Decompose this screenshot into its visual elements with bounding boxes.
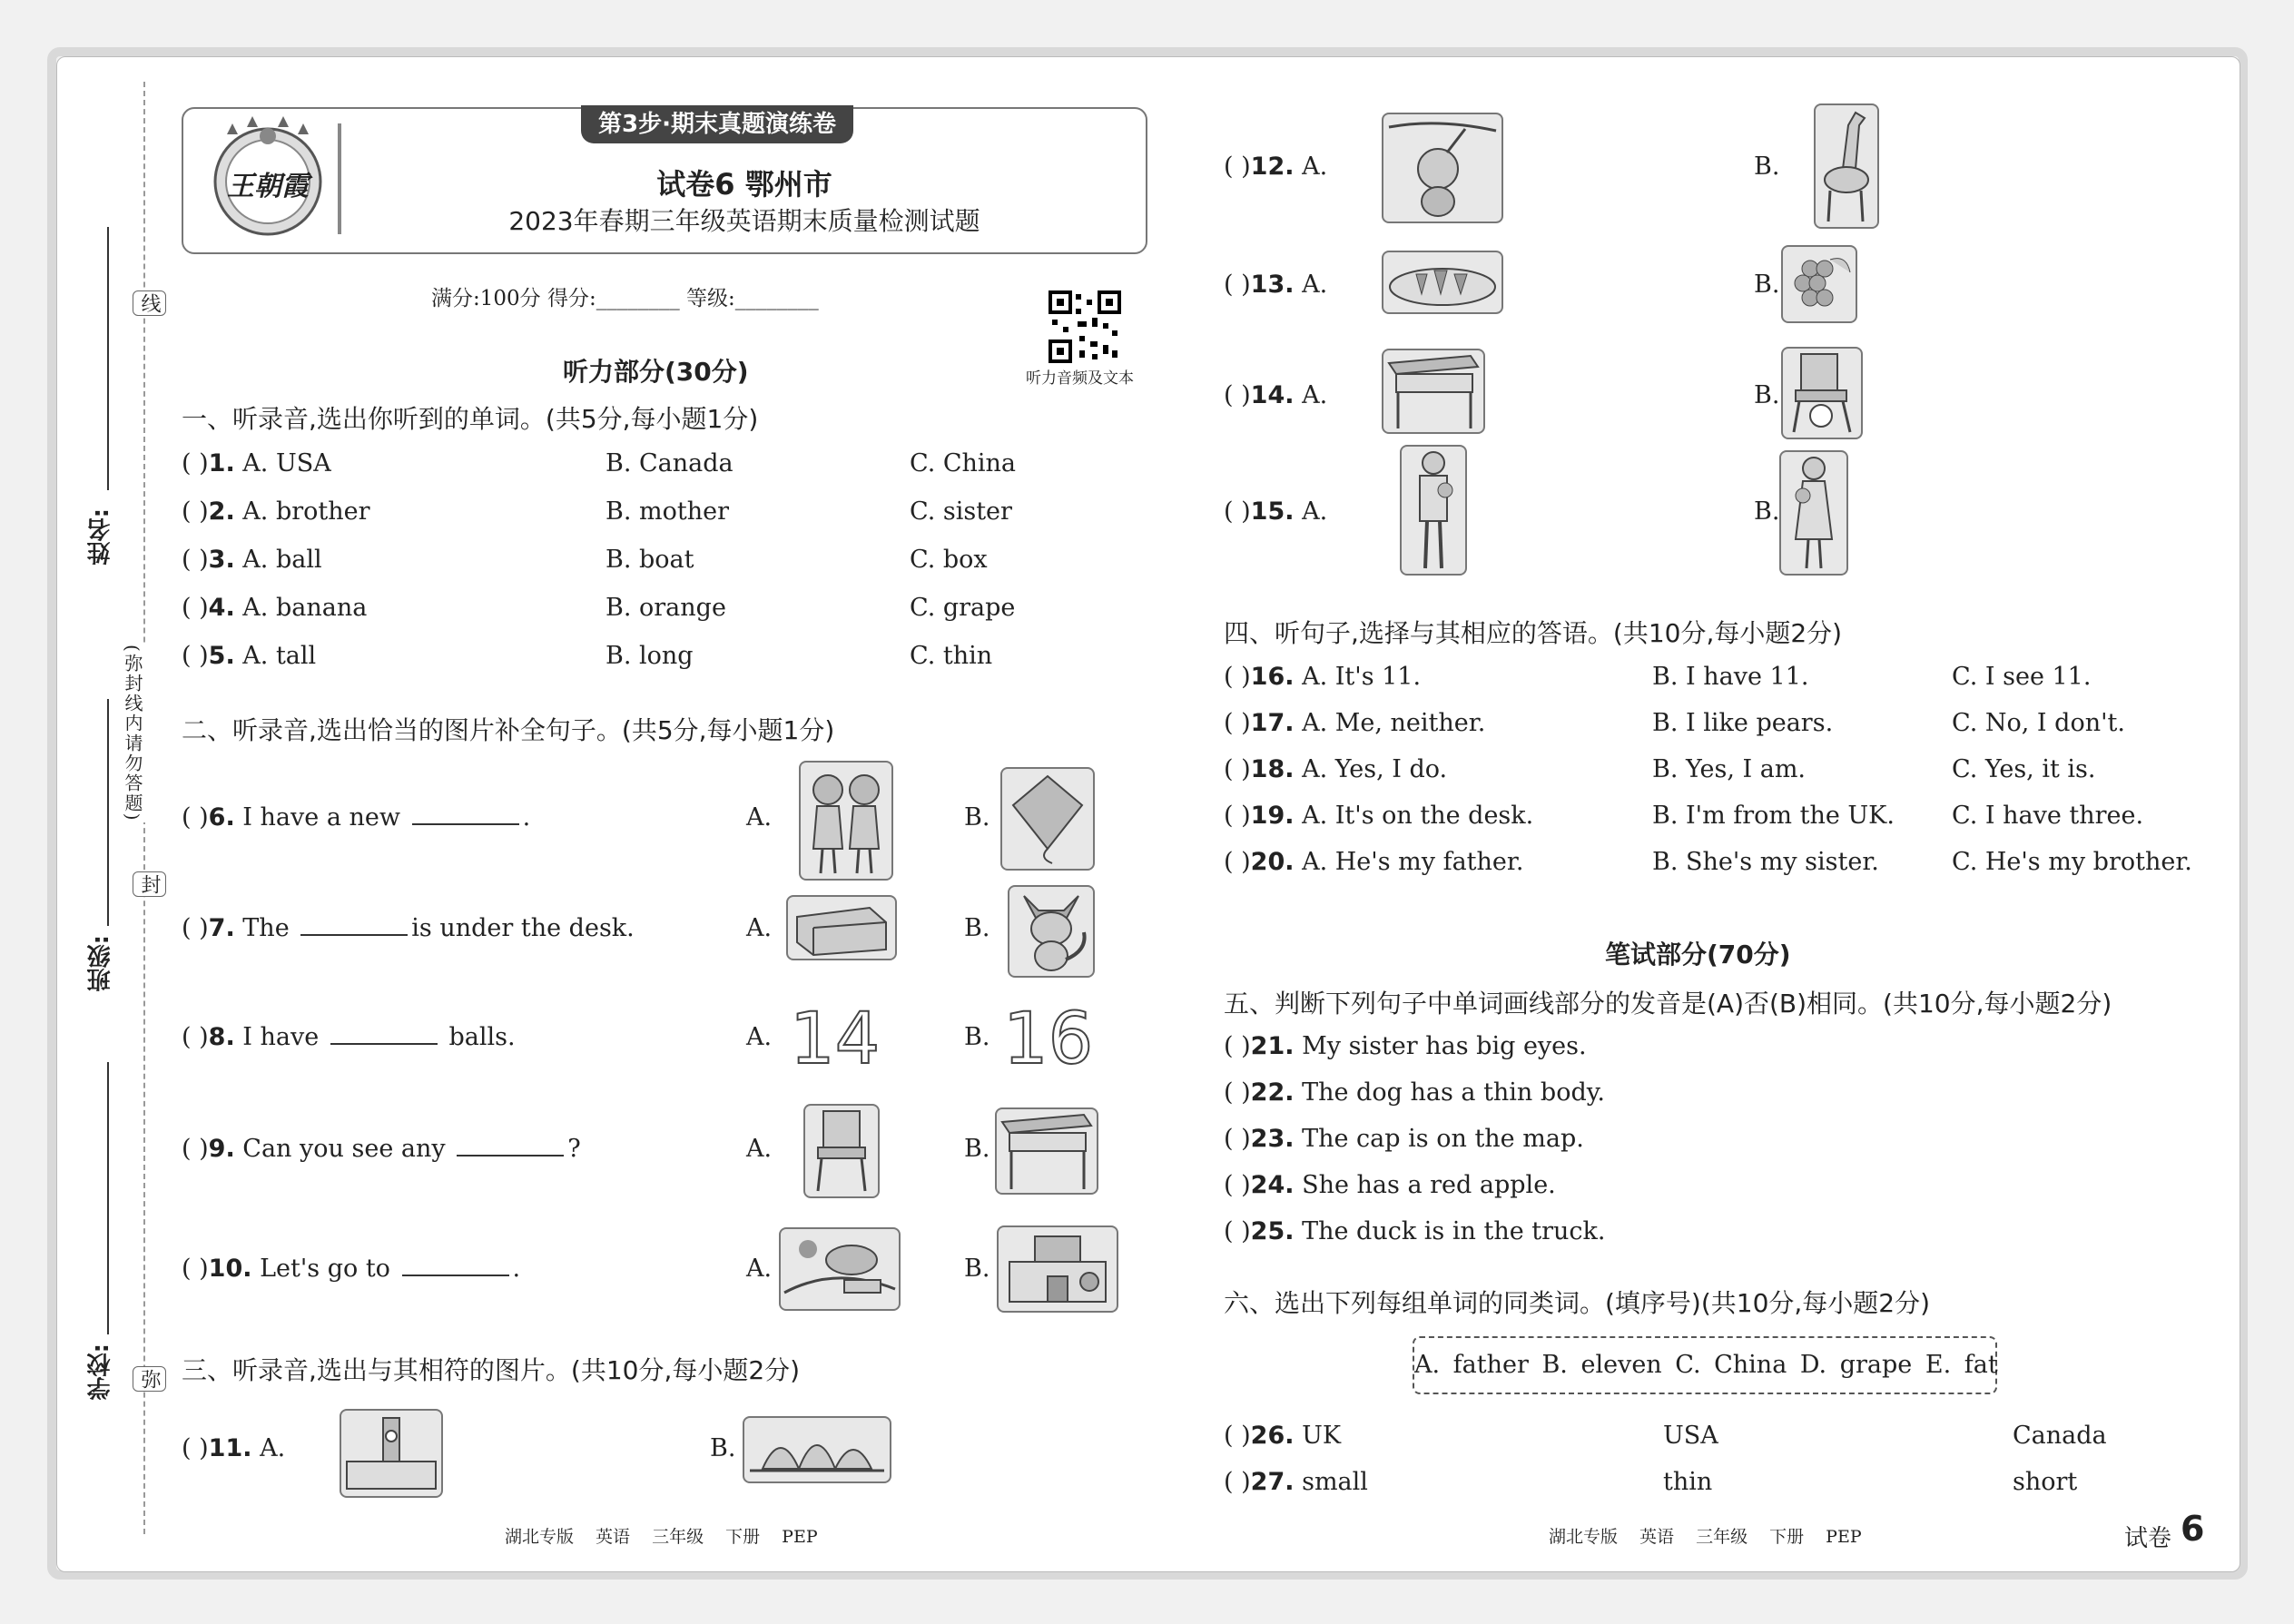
qr-code-icon [1049, 290, 1121, 363]
writing-title: 笔试部分(70分) [1605, 940, 1791, 969]
answer-paren[interactable]: ( ) [1224, 802, 1251, 830]
section2-title: 二、听录音,选出恰当的图片补全句子。(共5分,每小题1分) [182, 715, 835, 745]
word-bank [1413, 1336, 1997, 1394]
question-row: ( )15. A. [1224, 497, 1328, 526]
seal-mark: 封 [133, 871, 166, 897]
picture-number-16: 16 [1003, 999, 1094, 1080]
answer-paren[interactable]: ( ) [182, 1255, 209, 1283]
picture-desk [995, 1107, 1098, 1195]
question-row: ( )25. The duck is in the truck. [1224, 1217, 1606, 1245]
school-line [107, 1062, 109, 1334]
picture-chair-2 [1781, 347, 1863, 439]
question-row: ( )2. A. brother [182, 497, 370, 526]
section3-title: 三、听录音,选出与其相符的图片。(共10分,每小题2分) [182, 1355, 801, 1385]
footer-left: 湖北专版 英语 三年级 下册 PEP [505, 1527, 818, 1547]
option-b: B. [710, 1434, 736, 1462]
answer-paren[interactable]: ( ) [1224, 848, 1251, 876]
question-row: ( )17. A. Me, neither. [1224, 709, 1486, 737]
option-c: C. Yes, it is. [1952, 755, 2096, 783]
page-label: 试卷 [2124, 1525, 2172, 1552]
option-b: B. [1754, 381, 1780, 409]
seal-mark-2: 弥 [133, 1366, 166, 1392]
option-c: C. I see 11. [1952, 663, 2092, 691]
question-row: ( )27. small [1224, 1468, 1368, 1496]
answer-paren[interactable]: ( ) [1224, 497, 1251, 526]
picture-chair [803, 1104, 880, 1198]
answer-paren[interactable]: ( ) [182, 546, 209, 574]
option-b: B. boat [605, 546, 694, 574]
option-b: B. [1754, 271, 1780, 299]
fill-blank[interactable] [300, 934, 408, 936]
picture-fox [1008, 885, 1095, 978]
school-label: 学校: [87, 1343, 114, 1401]
picture-opera-house [743, 1416, 891, 1483]
opera-house-icon [744, 1418, 890, 1481]
question-row: ( )5. A. tall [182, 642, 317, 670]
girls-icon [801, 763, 891, 879]
fill-blank[interactable] [330, 1043, 438, 1045]
option-b: B. long [605, 642, 694, 670]
picture-school [997, 1225, 1118, 1313]
picture-grapes [1781, 245, 1857, 323]
answer-paren[interactable]: ( ) [1224, 709, 1251, 737]
chair-icon [805, 1106, 878, 1196]
fill-blank[interactable] [412, 823, 519, 825]
option-c: C. sister [910, 497, 1012, 526]
section1-title: 一、听录音,选出你听到的单词。(共5分,每小题1分) [182, 404, 759, 434]
qr-caption: 听力音频及文本 [1026, 369, 1134, 388]
question-row: ( )26. UK [1224, 1422, 1342, 1450]
question-row: ( )24. She has a red apple. [1224, 1171, 1556, 1199]
option-b: B. I'm from the UK. [1652, 802, 1895, 830]
question-row: ( )20. A. He's my father. [1224, 848, 1524, 876]
picture-kite [1000, 767, 1095, 871]
option-b: B. [1754, 497, 1780, 526]
option-b: B. [964, 1023, 990, 1051]
option-c: C. I have three. [1952, 802, 2144, 830]
option-a: A. [746, 1135, 773, 1163]
answer-paren[interactable]: ( ) [182, 1135, 209, 1163]
picture-man-holding-baby [1400, 445, 1467, 576]
name-line [107, 227, 109, 490]
name-label: 姓名: [87, 508, 114, 566]
question-row: ( )3. A. ball [182, 546, 322, 574]
picture-box [786, 895, 897, 960]
picture-park [779, 1227, 901, 1311]
answer-paren[interactable]: ( ) [182, 642, 209, 670]
fox-icon [1009, 887, 1093, 976]
binding-margin [109, 82, 163, 1534]
paper-subtitle: 2023年春期三年级英语期末质量检测试题 [508, 206, 980, 236]
word-2: thin [1663, 1468, 1713, 1496]
answer-paren[interactable]: ( ) [182, 594, 209, 622]
option-b: B. [964, 803, 990, 832]
question-row: ( )4. A. banana [182, 594, 368, 622]
question-row: ( )6. I have a new . [182, 803, 531, 832]
question-row: ( )11. A. [182, 1434, 286, 1462]
fill-blank[interactable] [457, 1155, 564, 1156]
option-b: B. mother [605, 497, 729, 526]
footer-right: 湖北专版 英语 三年级 下册 PEP [1549, 1527, 1862, 1547]
logo-text: 王朝霞 [227, 171, 309, 202]
answer-paren[interactable]: ( ) [182, 914, 209, 942]
option-c: C. China [910, 449, 1017, 477]
section5-title: 五、判断下列句子中单词画线部分的发音是(A)否(B)相同。(共10分,每小题2分) [1224, 989, 2112, 1019]
question-row: ( )8. I have balls. [182, 1023, 516, 1051]
header-stripe [338, 123, 341, 234]
option-b: B. She's my sister. [1652, 848, 1879, 876]
picture-number-14: 14 [790, 999, 881, 1080]
option-b: B. [1754, 153, 1780, 181]
question-row: ( )16. A. It's 11. [1224, 663, 1422, 691]
picture-strawberries [1382, 251, 1503, 314]
woman-icon [1781, 452, 1846, 574]
option-c: C. thin [910, 642, 993, 670]
answer-paren[interactable]: ( ) [182, 1023, 209, 1051]
option-b: B. [964, 1135, 990, 1163]
no-answer-note: (弥封线内请勿答题) [120, 645, 146, 822]
answer-paren[interactable]: ( ) [1224, 1078, 1251, 1107]
question-row: ( )18. A. Yes, I do. [1224, 755, 1448, 783]
paper-title: 试卷6 鄂州市 [656, 167, 832, 202]
picture-monkey [1382, 113, 1503, 223]
answer-paren[interactable]: ( ) [182, 449, 209, 477]
class-label: 班级: [87, 935, 114, 992]
option-b: B. Yes, I am. [1652, 755, 1807, 783]
option-b: B. orange [605, 594, 726, 622]
word-bank-text: A. father B. eleven C. China D. grape E. fat [1414, 1351, 1998, 1379]
desk-icon [1383, 350, 1483, 432]
option-a: A. [746, 1255, 773, 1283]
line-mark: 线 [133, 290, 166, 316]
option-b: B. I have 11. [1652, 663, 1809, 691]
answer-paren[interactable]: ( ) [1224, 663, 1251, 691]
answer-paren[interactable]: ( ) [1224, 153, 1251, 181]
fill-blank[interactable] [402, 1275, 509, 1276]
option-c: C. box [910, 546, 988, 574]
option-b: B. I like pears. [1652, 709, 1834, 737]
big-ben-icon [341, 1411, 441, 1496]
option-b: B. [964, 1255, 990, 1283]
giraffe-icon [1816, 105, 1877, 227]
question-row: ( )7. The is under the desk. [182, 914, 635, 942]
picture-giraffe [1814, 103, 1879, 229]
page-number: 6 [2181, 1509, 2205, 1549]
question-row: ( )1. A. USA [182, 449, 331, 477]
man-icon [1402, 447, 1465, 574]
logo [200, 116, 336, 243]
option-a: A. [746, 803, 773, 832]
desk-icon [997, 1109, 1097, 1193]
kite-icon [1002, 769, 1093, 869]
question-row: ( )12. A. [1224, 153, 1328, 181]
answer-paren[interactable]: ( ) [182, 497, 209, 526]
question-row: ( )22. The dog has a thin body. [1224, 1078, 1605, 1107]
chair-icon [1783, 349, 1861, 438]
picture-big-ben [340, 1409, 443, 1498]
picture-woman-holding-baby [1779, 450, 1848, 576]
answer-paren[interactable]: ( ) [1224, 1217, 1251, 1245]
school-icon [999, 1227, 1117, 1311]
answer-paren[interactable]: ( ) [1224, 1171, 1251, 1199]
question-row: ( )21. My sister has big eyes. [1224, 1032, 1587, 1060]
option-b: B. [964, 914, 990, 942]
score-line: 满分:100分 得分:________ 等级:________ [431, 287, 819, 310]
answer-paren[interactable]: ( ) [182, 1434, 209, 1462]
answer-paren[interactable]: ( ) [182, 803, 209, 832]
option-a: A. [746, 914, 773, 942]
grapes-icon [1783, 247, 1856, 321]
section4-title: 四、听句子,选择与其相应的答语。(共10分,每小题2分) [1224, 618, 1843, 648]
answer-paren[interactable]: ( ) [1224, 1125, 1251, 1153]
question-row: ( )14. A. [1224, 381, 1328, 409]
question-row: ( )10. Let's go to . [182, 1255, 521, 1283]
step-banner: 第3步·期末真题演练卷 [581, 105, 853, 143]
option-b: B. Canada [605, 449, 733, 477]
picture-desk-2 [1382, 349, 1485, 434]
answer-paren[interactable]: ( ) [1224, 1422, 1251, 1450]
question-row: ( )13. A. [1224, 271, 1328, 299]
box-icon [788, 897, 895, 959]
word-2: USA [1663, 1422, 1718, 1450]
park-icon [781, 1229, 899, 1309]
answer-paren[interactable]: ( ) [1224, 755, 1251, 783]
strawberries-icon [1383, 252, 1501, 312]
option-a: A. [746, 1023, 773, 1051]
class-line [107, 699, 109, 926]
option-c: C. grape [910, 594, 1016, 622]
qr-code [1049, 290, 1121, 363]
word-3: short [2013, 1468, 2078, 1496]
answer-paren[interactable]: ( ) [1224, 271, 1251, 299]
option-c: C. He's my brother. [1952, 848, 2192, 876]
question-row: ( )9. Can you see any ? [182, 1135, 581, 1163]
picture-two-girls [799, 761, 893, 881]
answer-paren[interactable]: ( ) [1224, 381, 1251, 409]
section6-title: 六、选出下列每组单词的同类词。(填序号)(共10分,每小题2分) [1224, 1288, 1931, 1318]
answer-paren[interactable]: ( ) [1224, 1032, 1251, 1060]
word-3: Canada [2013, 1422, 2107, 1450]
question-row: ( )23. The cap is on the map. [1224, 1125, 1584, 1153]
monkey-icon [1383, 114, 1501, 221]
option-c: C. No, I don't. [1952, 709, 2125, 737]
answer-paren[interactable]: ( ) [1224, 1468, 1251, 1496]
question-row: ( )19. A. It's on the desk. [1224, 802, 1534, 830]
listening-title: 听力部分(30分) [563, 357, 749, 387]
